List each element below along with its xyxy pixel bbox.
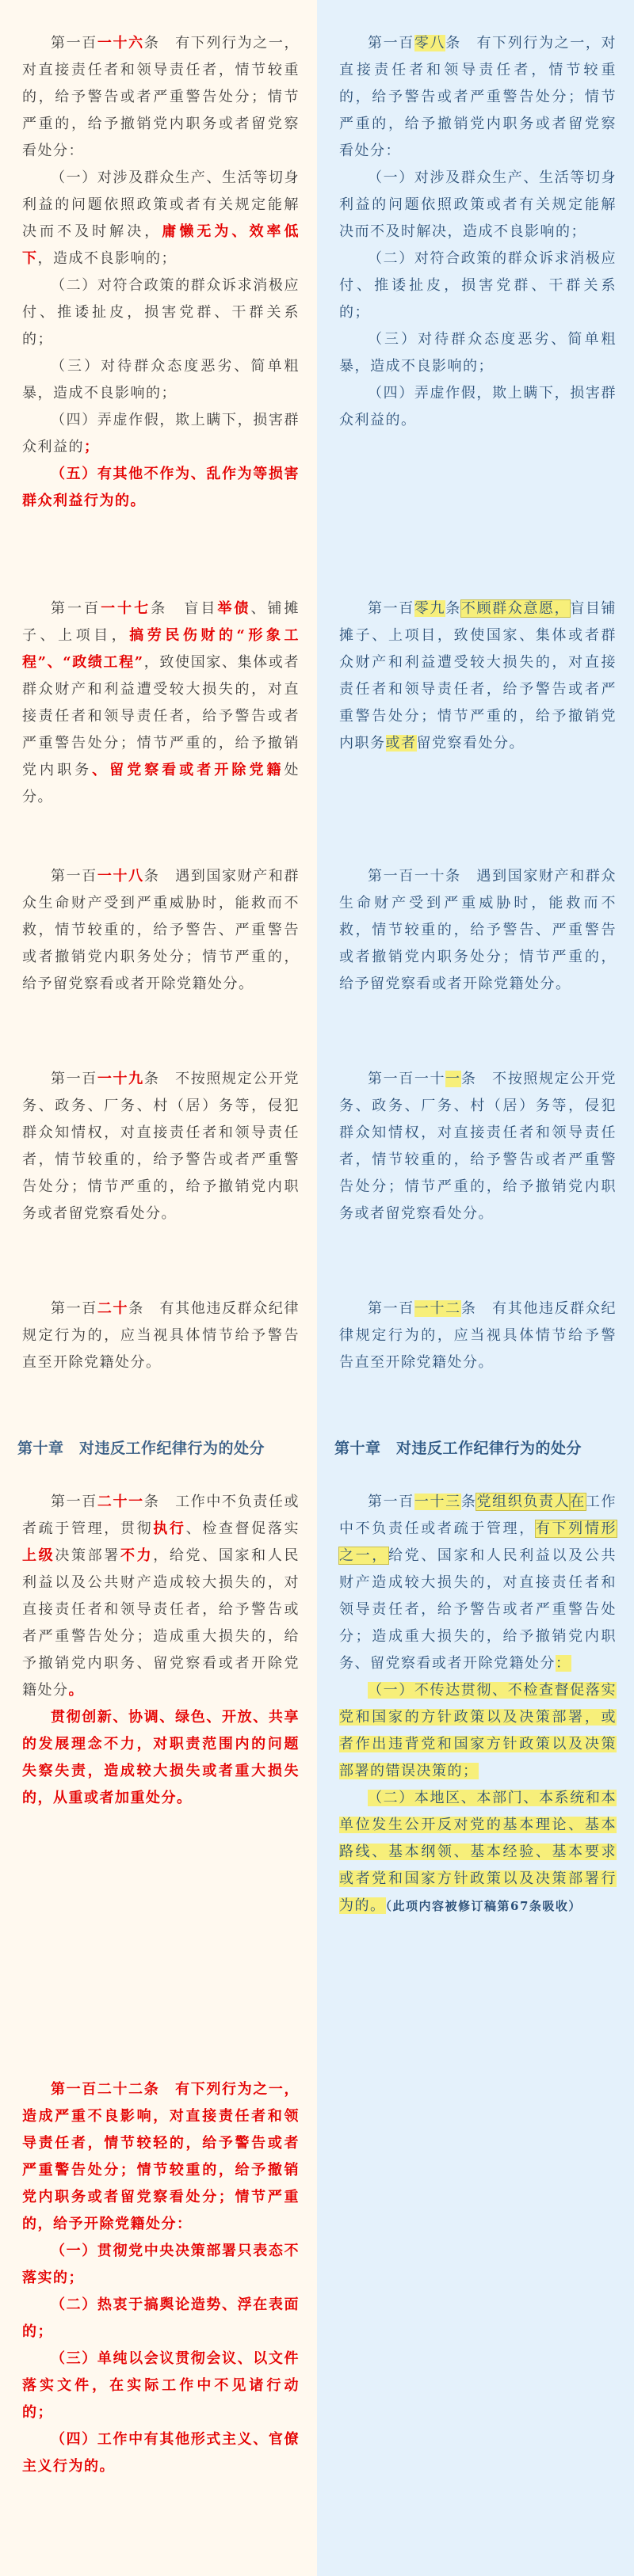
revision-note: （此项内容被修订稿第67条吸收） [385,1899,582,1913]
article-116-intro: 第一百一十六条 有下列行为之一，对直接责任者和领导责任者，情节较重的，给予警告或者严重警告处分；情节严重的，给予撤销党内职务或者留党察看处分： [22,35,300,159]
article-110-text: 第一百一十条 遇到国家财产和群众生命财产受到严重威胁时，能救而不救，情节较重的，给予警告、严重警告或者撤销党内职务处分；情节严重的，给予留党察看或者开除党籍处分。 [339,868,617,992]
article-121-added-clause: 贯彻创新、协调、绿色、开放、共享的发展理念不力，对职责范围内的问题失察失责，造成较大损失或者重大损失的，从重或者加重处分。 [22,1709,300,1806]
article-113-text: 第一百一十三条党组织负责人在工作中不负责任或者疏于管理，有下列情形之一，给党、国家和人民利益以及公共财产造成较大损失的，对直接责任者和领导责任者，给予警告或者严重警告处分；造成重大损失的，给予撤销党内职务、留党察看或者开除党籍处分： [339,1493,617,1672]
article-118-text: 第一百一十八条 遇到国家财产和群众生命财产受到严重威胁时，能救而不救，情节较重的，给予警告、严重警告或者撤销党内职务处分；情节严重的，给予留党察看或者开除党籍处分。 [22,868,300,992]
article-122-item2: （二）热衷于搞舆论造势、浮在表面的； [22,2296,300,2340]
article-111 [339,1066,617,1227]
article-119 [22,1066,300,1227]
article-113-item2: （二）本地区、本部门、本系统和本单位发生公开反对党的基本理论、基本路线、基本纲领、基本经验、基本要求或者党和国家方针政策以及决策部署行为的。（此项内容被修订稿第67条吸收） [339,1790,617,1914]
chapter-10-heading-right: 第十章 对违反工作纪律行为的处分 [334,1440,582,1457]
article-108-item2: （二）对符合政策的群众诉求消极应付、推诿扯皮，损害党群、干群关系的； [339,250,617,321]
article-116-item1: （一）对涉及群众生产、生活等切身利益的问题依照政策或者有关规定能解决而不及时解决，庸懒无为、效率低下，造成不良影响的； [22,169,300,267]
article-108-item3: （三）对待群众态度恶劣、简单粗暴，造成不良影响的； [339,331,617,375]
article-112 [339,1296,617,1376]
article-117 [22,595,300,811]
article-111-text: 第一百一十一条 不按照规定公开党务、政务、厂务、村（居）务等，侵犯群众知情权，对直接责任者和领导责任者，情节较重的，给予警告或者严重警告处分；情节严重的，给予撤销党内职务或者留党察看处分。 [339,1071,617,1222]
article-120 [22,1296,300,1376]
article-108-item1: （一）对涉及群众生产、生活等切身利益的问题依照政策或者有关规定能解决而不及时解决，造成不良影响的； [339,169,617,240]
article-120-text: 第一百二十条 有其他违反群众纪律规定行为的，应当视具体情节给予警告直至开除党籍处分。 [22,1300,300,1371]
article-122-intro: 第一百二十二条 有下列行为之一，造成严重不良影响，对直接责任者和领导责任者，情节较轻的，给予警告或者严重警告处分；情节较重的，给予撤销党内职务或者留党察看处分；情节严重的，给予开除党籍处分： [22,2081,300,2232]
article-116-item2: （二）对符合政策的群众诉求消极应付、推诿扯皮，损害党群、干群关系的； [22,277,300,348]
article-116-item5: （五）有其他不作为、乱作为等损害群众利益行为的。 [22,466,300,509]
article-113 [339,1489,617,1920]
article-108-item4: （四）弄虚作假，欺上瞒下，损害群众利益的。 [339,385,617,428]
article-117-text: 第一百一十七条 盲目举债、铺摊子、上项目，搞劳民伤财的“形象工程”、“政绩工程”，致使国家、集体或者群众财产和利益遭受较大损失的，对直接责任者和领导责任者，给予警告或者严重警告处分；情节严重的，给予撤销党内职务、留党察看或者开除党籍处分。 [22,600,300,805]
article-116-item3: （三）对待群众态度恶劣、简单粗暴，造成不良影响的； [22,358,300,401]
article-109-text: 第一百零九条不顾群众意愿，盲目铺摊子、上项目，致使国家、集体或者群众财产和利益遭受较大损失的，对直接责任者和领导责任者，给予警告或者严重警告处分；情节严重的，给予撤销党内职务或者留党察看处分。 [339,600,617,751]
article-118 [22,863,300,998]
article-109 [339,595,617,757]
article-122-item3: （三）单纯以会议贯彻会议、以文件落实文件，在实际工作中不见诸行动的； [22,2350,300,2421]
article-108 [339,30,617,434]
article-113-item1: （一）不传达贯彻、不检查督促落实党和国家的方针政策以及决策部署，或者作出违背党和国家方针政策以及决策部署的错误决策的； [339,1682,617,1779]
article-122 [22,2076,300,2480]
right-column-original [317,0,634,2576]
article-122-item1: （一）贯彻党中央决策部署只表态不落实的； [22,2243,300,2286]
article-122-item4: （四）工作中有其他形式主义、官僚主义行为的。 [22,2431,300,2475]
article-121-text: 第一百二十一条 工作中不负责任或者疏于管理，贯彻执行、检查督促落实上级决策部署不力，给党、国家和人民利益以及公共财产造成较大损失的，对直接责任者和领导责任者，给予警告或者严重警告处分；造成重大损失的，给予撤销党内职务、留党察看或者开除党籍处分。 [22,1493,300,1699]
article-112-text: 第一百一十二条 有其他违反群众纪律规定行为的，应当视具体情节给予警告直至开除党籍处分。 [339,1300,617,1371]
article-108-intro: 第一百零八条 有下列行为之一，对直接责任者和领导责任者，情节较重的，给予警告或者严重警告处分；情节严重的，给予撤销党内职务或者留党察看处分： [339,35,617,159]
chapter-10-heading-left: 第十章 对违反工作纪律行为的处分 [17,1440,265,1457]
article-116-item4: （四）弄虚作假，欺上瞒下，损害群众利益的； [22,412,300,455]
article-119-text: 第一百一十九条 不按照规定公开党务、政务、厂务、村（居）务等，侵犯群众知情权，对直接责任者和领导责任者，情节较重的，给予警告或者严重警告处分；情节严重的，给予撤销党内职务或者留党察看处分。 [22,1071,300,1222]
article-116 [22,30,300,515]
article-110 [339,863,617,998]
article-121 [22,1489,300,1812]
